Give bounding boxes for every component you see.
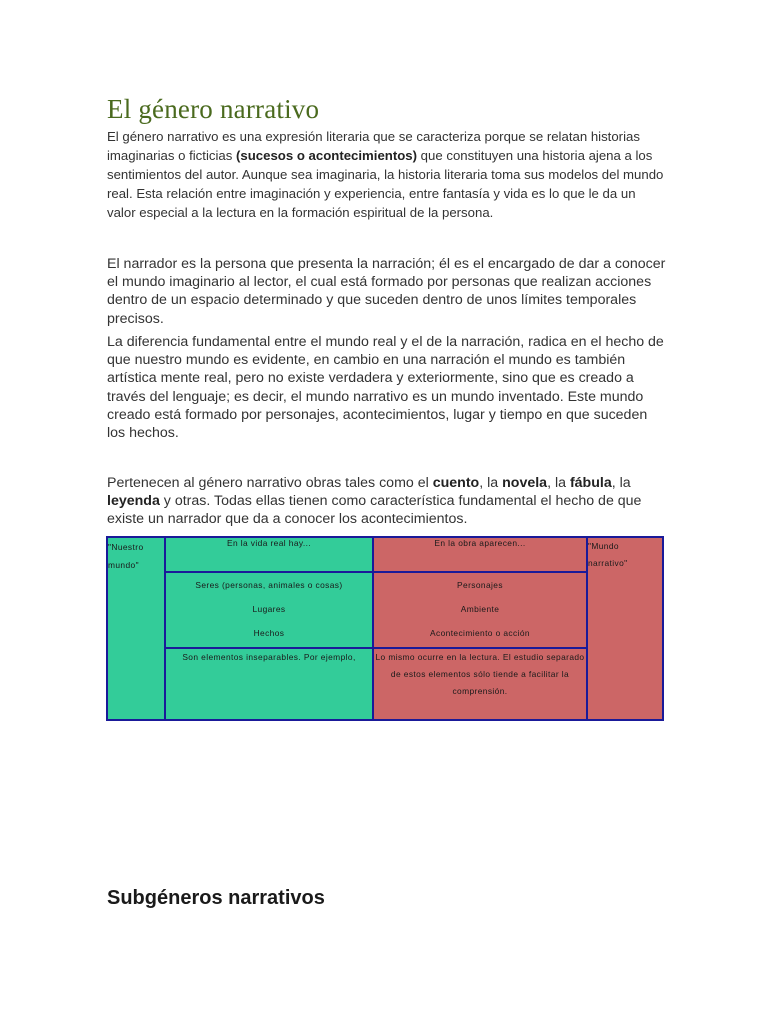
mundo-narrativo-cell <box>587 537 663 720</box>
works-paragraph <box>107 474 667 529</box>
story-item: Ambiente <box>460 604 500 614</box>
real-life-header: En la vida real hay... <box>165 537 373 572</box>
difference-paragraph: La diferencia fundamental entre el mundo real y el de la narración, radica en el hecho de que nuestro mundo es evidente, en cambio en una narración el mundo es también artística mente real, pero no existe verdadera y exteriormente, sino que es creado a través del lenguaje; es decir, el mundo narrativo es un mundo inventado. Este mundo creado está formado por personajes, acontecimientos, lugar y tiempo en que suceden los hechos. <box>107 334 664 442</box>
works-bold-fabula: fábula <box>569 475 612 491</box>
narrator-paragraph: El narrador es la persona que presenta la narración; él es el encargado de dar a conocer el mundo imaginario al lector, el cual está formado por personas que realizan acciones dentro de un espacio determinado y que suceden dentro de unos límites temporales precisos. <box>107 256 666 327</box>
comparison-table <box>106 536 664 721</box>
real-item: Seres (personas, animales o cosas) <box>195 580 343 590</box>
works-text-5: y otras. Todas ellas tienen como característica fundamental el hecho de que existe un narrador que da a conocer los acontecimientos. <box>107 493 642 528</box>
intro-paragraph <box>107 127 667 222</box>
story-note: Lo mismo ocurre en la lectura. El estudio separado de estos elementos sólo tiende a facilitar la comprensión. <box>373 648 587 720</box>
comparison-table-container <box>106 536 662 719</box>
page-title: El género narrativo <box>107 94 320 124</box>
real-life-note: Son elementos inseparables. Por ejemplo, <box>165 648 373 720</box>
intro-bold-phrase: (sucesos o acontecimientos) <box>236 148 418 163</box>
story-item: Acontecimiento o acción <box>430 628 530 638</box>
intro-text-start: El género narrativo es una expresión literaria que se caracteriza porque se relatan historias imaginarias o ficticias <box>107 129 640 163</box>
story-header: En la obra aparecen... <box>373 537 587 572</box>
works-text-2: , la <box>479 475 503 491</box>
works-text-4: , la <box>611 475 631 491</box>
works-text-3: , la <box>547 475 570 491</box>
works-text-1: Pertenecen al género narrativo obras tales como el <box>107 475 433 491</box>
intro-text-end: que constituyen una historia ajena a los sentimientos del autor. Aunque sea imaginaria, la historia literaria toma sus modelos del mundo real. Esta relación entre imaginación y experiencia, entre fantasía y vida es lo que le da un valor especial a la lectura en la formación espiritual de la persona. <box>107 148 664 220</box>
works-bold-novela: novela <box>502 475 548 491</box>
subgeneros-heading: Subgéneros narrativos <box>107 887 325 909</box>
real-item: Hechos <box>253 628 285 638</box>
nuestro-mundo-cell <box>107 537 165 720</box>
story-item: Personajes <box>457 580 503 590</box>
real-item: Lugares <box>252 604 286 614</box>
real-life-items <box>165 572 373 648</box>
nuestro-mundo-label: "Nuestro mundo" <box>108 542 144 570</box>
mundo-narrativo-label: "Mundo narrativo" <box>588 541 628 568</box>
story-items <box>373 572 587 648</box>
works-bold-cuento: cuento <box>432 475 480 491</box>
works-bold-leyenda: leyenda <box>107 493 160 510</box>
